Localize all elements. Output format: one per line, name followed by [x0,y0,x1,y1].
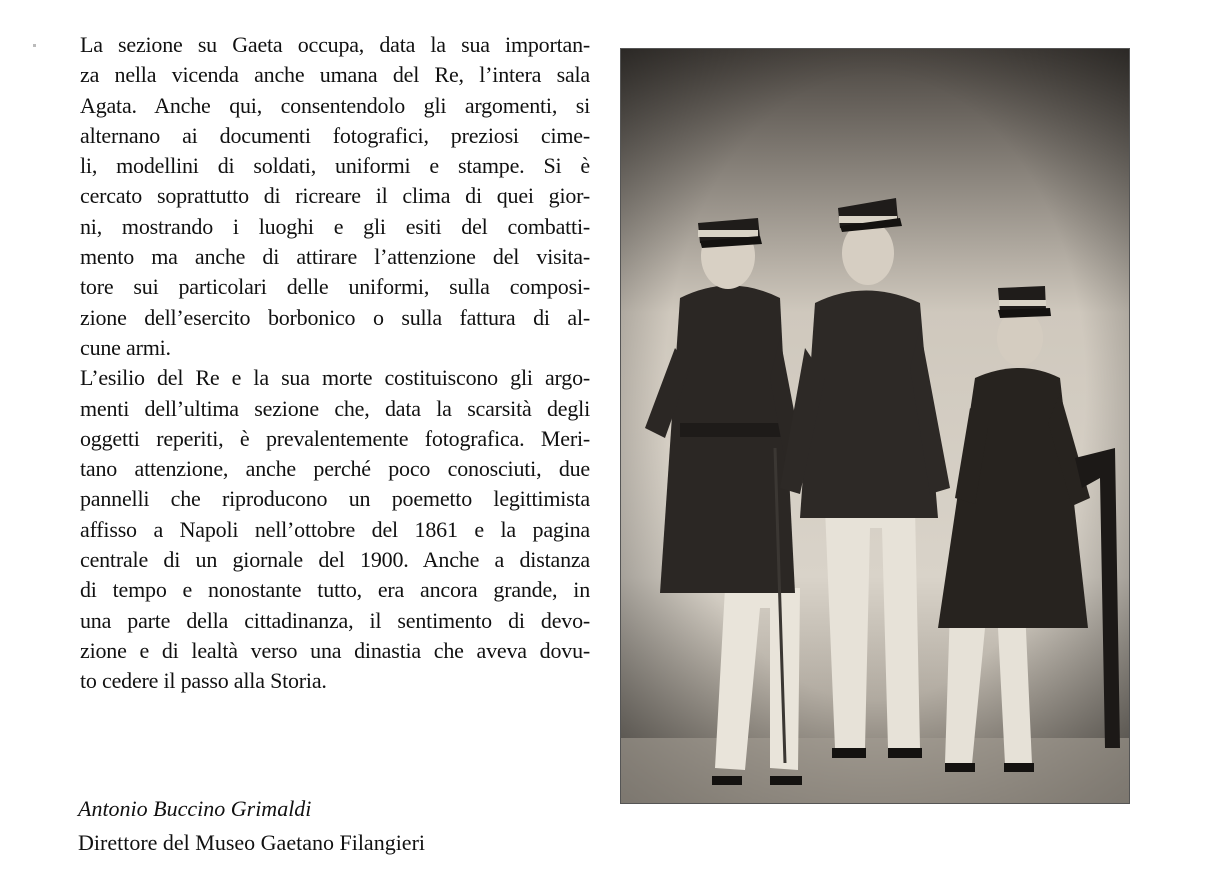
text-line: di tempo e nonostante tutto, era ancora grande, in [80,577,590,603]
body-text [80,30,590,697]
margin-mark [33,44,36,47]
text-line: menti dell’ultima sezione che, data la scarsità degli [80,395,590,421]
text-line: cercato soprattutto di ricreare il clima di quei gior- [80,183,590,209]
text-line: una parte della cittadinanza, il sentimento di devo- [80,607,590,633]
author-name: Antonio Buccino Grimaldi [78,796,312,821]
text-line: ni, mostrando i luoghi e gli esiti del combatti- [80,213,590,239]
photograph-illustration [620,48,1130,804]
text-line: alternano ai documenti fotografici, preziosi cime- [80,122,590,148]
text-line: zione e di lealtà verso una dinastia che aveva dovu- [80,637,590,663]
text-line: to cedere il passo alla Storia. [80,668,327,694]
historical-photograph [620,48,1130,804]
text-line: za nella vicenda anche umana del Re, l’intera sala [80,62,590,88]
text-line: Agata. Anche qui, consentendolo gli argomenti, si [80,92,590,118]
text-line: li, modellini di soldati, uniformi e stampe. Si è [80,153,590,179]
text-line: zione dell’esercito borbonico o sulla fattura di al- [80,304,590,330]
text-line: tano attenzione, anche perché poco conosciuti, due [80,456,590,482]
text-line: mento ma anche di attirare l’attenzione del visita- [80,244,590,270]
text-line: L’esilio del Re e la sua morte costituiscono gli argo- [80,365,590,391]
text-line: tore sui particolari delle uniformi, sulla composi- [80,274,590,300]
text-line: La sezione su Gaeta occupa, data la sua importan- [80,32,590,57]
author-title: Direttore del Museo Gaetano Filangieri [78,830,426,855]
text-line: pannelli che riproducono un poemetto legittimista [80,486,590,512]
text-line: cune armi. [80,334,171,360]
text-line: affisso a Napoli nell’ottobre del 1861 e la pagina [80,516,590,542]
text-line: centrale di un giornale del 1900. Anche a distanza [80,547,590,573]
text-line: oggetti reperiti, è prevalentemente fotografica. Meri- [80,425,590,451]
